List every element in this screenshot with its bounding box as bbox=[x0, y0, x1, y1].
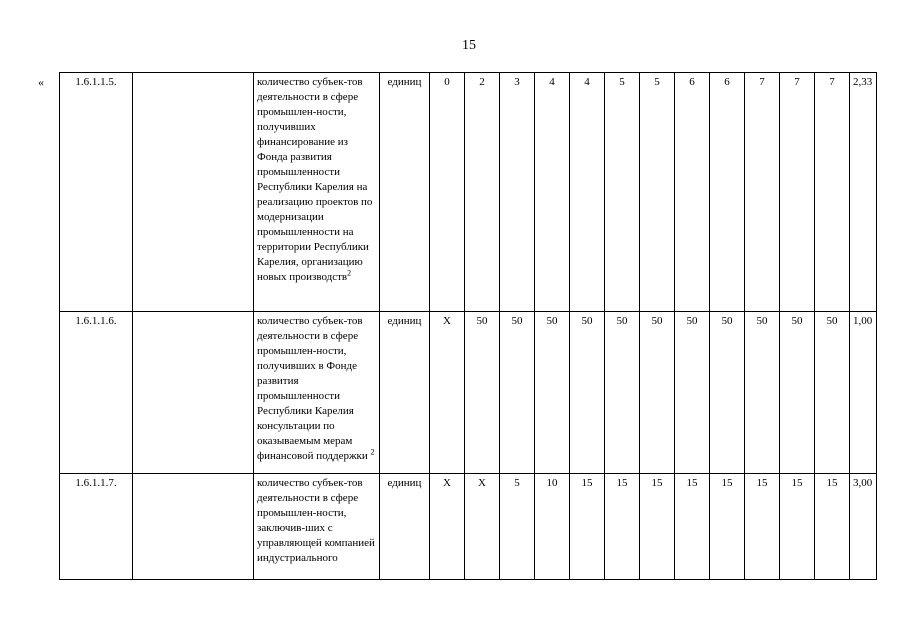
value-cell: Х bbox=[465, 474, 500, 580]
value-cell: 50 bbox=[675, 312, 710, 474]
value-cell: 50 bbox=[465, 312, 500, 474]
value-cell: 50 bbox=[605, 312, 640, 474]
table-row bbox=[60, 474, 877, 580]
indicator-description-cell bbox=[254, 73, 380, 312]
ratio-cell: 2,33 bbox=[850, 73, 877, 312]
value-cell: 50 bbox=[640, 312, 675, 474]
page-number: 15 bbox=[462, 38, 476, 53]
value-cell: 50 bbox=[710, 312, 745, 474]
unit-cell: единиц bbox=[380, 312, 430, 474]
indicator-table bbox=[59, 72, 877, 580]
footnote-mark: 2 bbox=[370, 447, 375, 457]
indicator-code-cell: 1.6.1.1.5. bbox=[60, 73, 133, 312]
indicator-description-text: количество субъек-тов деятельности в сфере промышлен-ности, заключив-ших с управляющей компанией индустриального bbox=[257, 477, 375, 564]
value-cell: 15 bbox=[780, 474, 815, 580]
value-cell: 15 bbox=[745, 474, 780, 580]
value-cell: 6 bbox=[710, 73, 745, 312]
value-cell: Х bbox=[430, 474, 465, 580]
table-row bbox=[60, 312, 877, 474]
footnote-mark: 2 bbox=[347, 268, 352, 278]
table-row bbox=[60, 73, 877, 312]
value-cell: 3 bbox=[500, 73, 535, 312]
empty-cell bbox=[133, 73, 254, 312]
value-cell: 50 bbox=[535, 312, 570, 474]
indicator-description-cell bbox=[254, 474, 380, 580]
value-cell: 50 bbox=[500, 312, 535, 474]
value-cell: 5 bbox=[500, 474, 535, 580]
value-cell: 2 bbox=[465, 73, 500, 312]
opening-quote: « bbox=[38, 75, 44, 89]
value-cell: 7 bbox=[745, 73, 780, 312]
unit-cell: единиц bbox=[380, 73, 430, 312]
value-cell: 6 bbox=[675, 73, 710, 312]
value-cell: 50 bbox=[780, 312, 815, 474]
value-cell: 15 bbox=[815, 474, 850, 580]
indicator-description-text: количество субъек-тов деятельности в сфере промышлен-ности, получивших в Фонде развития промышленности Республики Карелия консультации по оказываемым мерам финансовой поддержки bbox=[257, 315, 368, 462]
value-cell: 15 bbox=[605, 474, 640, 580]
indicator-description-text: количество субъек-тов деятельности в сфере промышлен-ности, получивших финансирование из Фонда развития промышленности Республики Карелия на реализацию проектов по модернизации промышленности на территории Республики Карелия, организацию новых производств bbox=[257, 76, 373, 283]
value-cell: 7 bbox=[815, 73, 850, 312]
empty-cell bbox=[133, 312, 254, 474]
value-cell: 15 bbox=[710, 474, 745, 580]
value-cell: 50 bbox=[570, 312, 605, 474]
unit-cell: единиц bbox=[380, 474, 430, 580]
ratio-cell: 1,00 bbox=[850, 312, 877, 474]
value-cell: 15 bbox=[675, 474, 710, 580]
value-cell: 5 bbox=[605, 73, 640, 312]
value-cell: 7 bbox=[780, 73, 815, 312]
indicator-code-cell: 1.6.1.1.7. bbox=[60, 474, 133, 580]
value-cell: 50 bbox=[745, 312, 780, 474]
value-cell: 15 bbox=[640, 474, 675, 580]
value-cell: 0 bbox=[430, 73, 465, 312]
value-cell: 5 bbox=[640, 73, 675, 312]
indicator-description-cell bbox=[254, 312, 380, 474]
value-cell: 10 bbox=[535, 474, 570, 580]
value-cell: 50 bbox=[815, 312, 850, 474]
value-cell: Х bbox=[430, 312, 465, 474]
empty-cell bbox=[133, 474, 254, 580]
value-cell: 4 bbox=[570, 73, 605, 312]
ratio-cell: 3,00 bbox=[850, 474, 877, 580]
value-cell: 4 bbox=[535, 73, 570, 312]
indicator-code-cell: 1.6.1.1.6. bbox=[60, 312, 133, 474]
value-cell: 15 bbox=[570, 474, 605, 580]
